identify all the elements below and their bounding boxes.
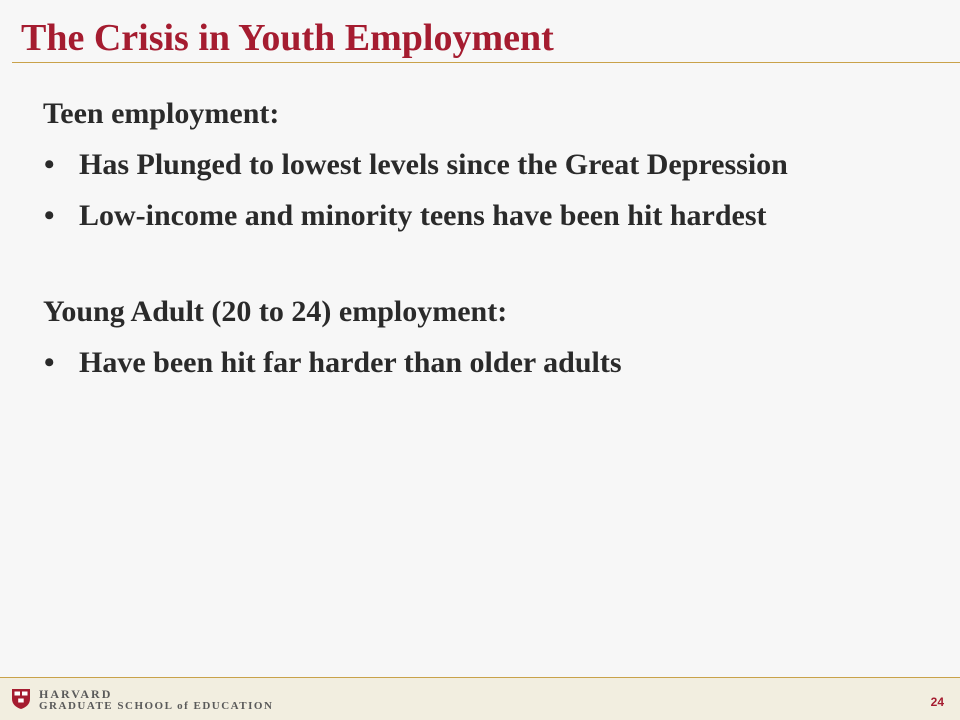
bullet-text: Low-income and minority teens have been hit hardest — [79, 199, 767, 232]
bullet-item — [43, 147, 923, 183]
harvard-shield-icon — [11, 688, 31, 710]
section-spacer — [43, 234, 923, 294]
bullet-dot-icon: • — [44, 148, 55, 181]
bullet-item — [43, 345, 923, 381]
title-divider — [12, 62, 960, 63]
footer-bar — [0, 677, 960, 720]
bullet-list-young-adult — [43, 345, 923, 381]
bullet-text: Have been hit far harder than older adults — [79, 346, 622, 379]
bullet-dot-icon: • — [44, 199, 55, 232]
section-heading-teen: Teen employment: — [43, 97, 280, 130]
bullet-text: Has Plunged to lowest levels since the Great Depression — [79, 148, 788, 181]
page-number: 24 — [930, 695, 944, 709]
slide-body — [43, 96, 923, 381]
bullet-list-teen — [43, 147, 923, 234]
slide-title: The Crisis in Youth Employment — [21, 17, 554, 59]
logo-school-text: GRADUATE SCHOOL of EDUCATION — [39, 700, 274, 712]
bullet-dot-icon: • — [44, 346, 55, 379]
section-heading-young-adult: Young Adult (20 to 24) employment: — [43, 295, 508, 328]
logo-harvard-text: HARVARD — [39, 687, 113, 701]
bullet-item — [43, 198, 923, 234]
